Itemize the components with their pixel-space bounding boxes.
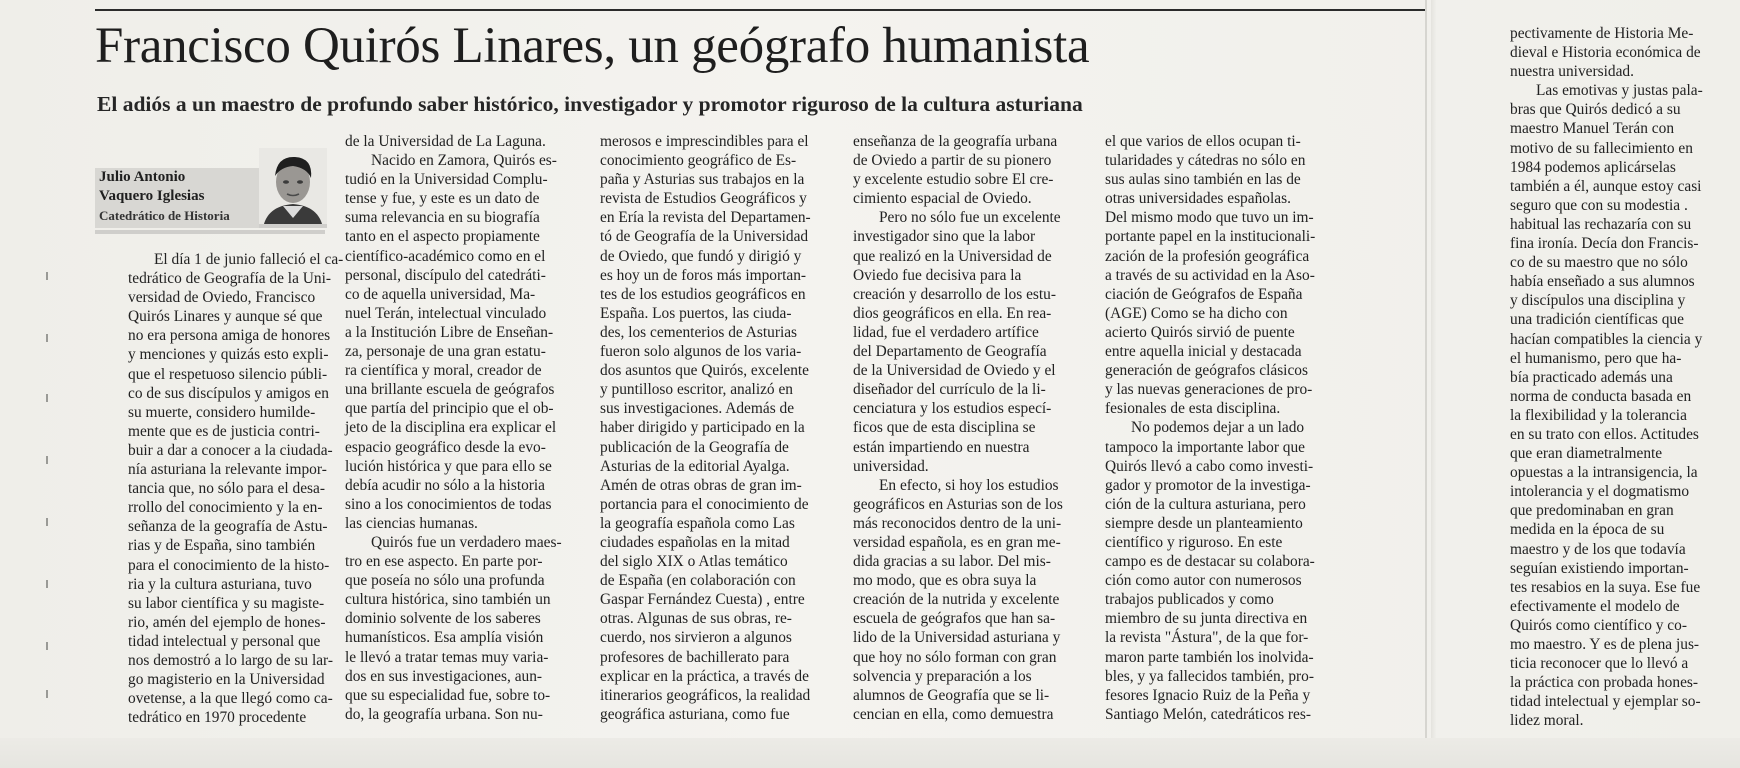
text-line: miembro de su junta directiva en xyxy=(1105,610,1308,628)
text-line: maestro y de los que todavía xyxy=(1510,540,1686,558)
text-line: ción como autor con numerosos xyxy=(1105,572,1302,590)
text-line: más reconocidos dentro de la uni- xyxy=(853,514,1062,532)
text-line: ción de la cultura asturiana, pero xyxy=(1105,495,1306,513)
text-line: había enseñado a sus alumnos xyxy=(1510,273,1695,291)
text-line: tes de los estudios geográficos en xyxy=(600,285,806,303)
text-line: dida gracias a su labor. Del mis- xyxy=(853,553,1051,571)
text-line: que poseía no sólo una profunda xyxy=(345,572,545,590)
article-headline: Francisco Quirós Linares, un geógrafo humanista xyxy=(95,18,1090,74)
text-line: Oviedo fue decisiva para la xyxy=(853,266,1022,284)
text-line: fesionales de esta disciplina. xyxy=(1105,400,1281,418)
text-line: alumnos de Geografía que se li- xyxy=(853,686,1050,704)
text-line: que realizó en la Universidad de xyxy=(853,247,1052,265)
text-line: su labor científica y su magiste- xyxy=(128,594,325,612)
text-line: maestro Manuel Terán con xyxy=(1510,120,1675,138)
text-line: creación de la nutrida y excelente xyxy=(853,591,1060,609)
text-line: gador y promotor de la investiga- xyxy=(1105,476,1311,494)
text-line: de la Universidad de La Laguna. xyxy=(345,133,546,150)
text-line: ciación de Geógrafos de España xyxy=(1105,285,1303,303)
text-line: Quirós llevó a cabo como investi- xyxy=(1105,457,1314,475)
text-line: campo es de destacar su colabora- xyxy=(1105,553,1315,571)
text-line: dos asuntos que Quirós, excelente xyxy=(600,362,810,380)
text-line: go magisterio en la Universidad xyxy=(128,671,325,689)
author-photo xyxy=(259,148,327,228)
text-line: ria y la cultura asturiana, tuvo xyxy=(128,575,312,593)
text-line: y las nuevas generaciones de pro- xyxy=(1105,381,1313,399)
text-line: nos demostró a lo largo de su lar- xyxy=(128,651,334,669)
text-line: espacio geográfico desde la evo- xyxy=(345,438,546,456)
text-line: y excelente estudio sobre El cre- xyxy=(853,171,1054,189)
text-line: de Oviedo, que fundó y dirigió y xyxy=(600,247,802,265)
text-line: España. Los puertos, las ciuda- xyxy=(600,304,792,322)
text-line: siempre desde un planteamiento xyxy=(1105,514,1303,532)
text-line: lidez moral. xyxy=(1510,712,1584,730)
text-line: fueron solo algunos de los varia- xyxy=(600,343,802,361)
text-line: tes resabios en la suya. Ese fue xyxy=(1510,578,1701,596)
text-line: bles, y ya fallecidos también, pro- xyxy=(1105,667,1314,685)
text-line: Santiago Melón, catedráticos res- xyxy=(1105,705,1311,723)
text-line: debía acudir no sólo a la historia xyxy=(345,476,546,494)
article-column-1 xyxy=(128,250,344,727)
text-line: norma de conducta basada en xyxy=(1510,387,1692,405)
text-line: tidad intelectual y ejemplar so- xyxy=(1510,693,1701,711)
text-line: dios geográficos en ella. En rea- xyxy=(853,304,1052,322)
text-line: versidad de Oviedo, Francisco xyxy=(128,289,316,307)
text-line: fina ironía. Decía don Francis- xyxy=(1510,235,1699,253)
text-line: trabajos publicados y como xyxy=(1105,591,1274,609)
text-line: mo maestro. Y es de plena jus- xyxy=(1510,636,1700,653)
text-line: la revista "Ástura", de la que for- xyxy=(1105,629,1309,647)
text-line: Pero no sólo fue un excelente xyxy=(879,209,1061,227)
text-line: co de su maestro que no sólo xyxy=(1510,254,1688,272)
text-line: itinerarios geográficos, la realidad xyxy=(600,686,811,704)
text-line: tularidades y cátedras no sólo en xyxy=(1105,152,1306,170)
text-line: otras. Algunas de sus obras, re- xyxy=(600,610,792,628)
text-line: tanto en el aspecto propiamente xyxy=(345,228,540,246)
text-line: ciudades españolas en la mitad xyxy=(600,533,790,551)
text-line: que eran diametralmente xyxy=(1510,445,1663,463)
author-name-line2: Vaquero Iglesias xyxy=(99,188,205,204)
article-column-3 xyxy=(600,132,835,724)
text-line: Amén de otras obras de gran im- xyxy=(600,476,802,494)
text-line: que hoy no sólo forman con gran xyxy=(853,648,1057,666)
text-line: En efecto, si hoy los estudios xyxy=(879,476,1059,494)
text-line: generación de geógrafos clásicos xyxy=(1105,362,1308,380)
text-line: opuestas a la intransigencia, la xyxy=(1510,464,1698,482)
text-line: versidad española, es en gran me- xyxy=(853,533,1061,551)
text-line: medida en la época de su xyxy=(1510,521,1665,539)
article-column-2 xyxy=(345,132,580,724)
text-line: no era persona amiga de honores xyxy=(128,327,331,345)
text-line: tampoco la importante labor que xyxy=(1105,438,1306,456)
text-line: efectivamente el modelo de xyxy=(1510,597,1680,615)
text-line: cencian en ella, como demuestra xyxy=(853,705,1054,723)
text-line: fesores Ignacio Ruiz de la Peña y xyxy=(1105,686,1311,704)
text-line: dos en sus investigaciones, aun- xyxy=(345,667,543,685)
text-line: ticia reconocer que lo llevó a xyxy=(1510,655,1689,673)
text-line: conocimiento geográfico de Es- xyxy=(600,152,797,170)
text-line: paña y Asturias sus trabajos en la xyxy=(600,171,805,189)
text-line: científico y riguroso. En este xyxy=(1105,533,1283,551)
article-column-6 xyxy=(1510,24,1720,730)
text-line: lidad, fue el verdadero artífice xyxy=(853,323,1039,341)
text-line: sus aulas sino también en las de xyxy=(1105,171,1301,189)
text-line: portante papel en la institucionali- xyxy=(1105,228,1316,246)
text-line: Nacido en Zamora, Quirós es- xyxy=(371,152,557,170)
text-line: escuela de geógrafos que han sa- xyxy=(853,610,1056,628)
text-line: dieval e Historia económica de xyxy=(1510,44,1701,62)
text-line: es hoy un de foros más importan- xyxy=(600,266,807,284)
page-fold-shadow xyxy=(1431,0,1437,768)
text-line: a la Institución Libre de Enseñan- xyxy=(345,323,554,341)
text-line: bía practicado además una xyxy=(1510,368,1673,386)
text-line: publicación de la Geografía de xyxy=(600,438,789,456)
text-line: tidad intelectual y personal que xyxy=(128,632,321,650)
text-line: entre aquella inicial y destacada xyxy=(1105,343,1302,361)
text-line: que su especialidad fue, sobre to- xyxy=(345,686,551,704)
text-line: científico-académico como en el xyxy=(345,247,546,265)
text-line: mo modo, que es obra suya la xyxy=(853,572,1037,590)
text-line: za, personaje de una gran estatu- xyxy=(345,343,546,361)
text-line: le llevó a tratar temas muy varia- xyxy=(345,648,549,666)
text-line: explicar en la práctica, a través de xyxy=(600,667,809,685)
text-line: tedrático de Geografía de la Uni- xyxy=(128,270,331,288)
text-line: habitual las rechazaría con su xyxy=(1510,215,1692,233)
text-line: ficos que de esta disciplina se xyxy=(853,419,1036,437)
text-line: No podemos dejar a un lado xyxy=(1131,419,1305,437)
text-line: a través de su actividad en la Aso- xyxy=(1105,266,1315,284)
text-line: humanísticos. Esa amplía visión xyxy=(345,629,544,647)
text-line: Quirós como científico y co- xyxy=(1510,616,1687,634)
text-line: nuestra universidad. xyxy=(1510,63,1634,81)
text-line: una tradición científicas que xyxy=(1510,311,1684,329)
page-bottom-edge xyxy=(0,738,1740,768)
author-role: Catedrático de Historia xyxy=(99,208,230,223)
text-line: profesores de bachillerato para xyxy=(600,648,790,666)
text-line: Quirós Linares y aunque sé que xyxy=(128,308,323,326)
text-line: jeto de la disciplina era explicar el xyxy=(345,419,557,437)
text-line: la flexibilidad y la tolerancia xyxy=(1510,406,1687,424)
text-line: que el respetuoso silencio públi- xyxy=(128,365,328,383)
text-line: también a él, aunque estoy casi xyxy=(1510,177,1702,195)
text-line: las ciencias humanas. xyxy=(345,514,478,532)
text-line: nuel Terán, intelectual vinculado xyxy=(345,304,547,322)
text-line: co de sus discípulos y amigos en xyxy=(128,384,329,402)
top-rule xyxy=(95,9,1425,11)
text-line: co de aquella universidad, Ma- xyxy=(345,285,536,303)
text-line: geográficos en Asturias son de los xyxy=(853,495,1063,513)
text-line: lución histórica y que para ello se xyxy=(345,457,552,475)
text-line: que predominaban en gran xyxy=(1510,502,1674,520)
text-line: mente que es de justicia contri- xyxy=(128,422,320,440)
text-line: maron parte también los inolvida- xyxy=(1105,648,1314,666)
text-line: revista de Estudios Geográficos y xyxy=(600,190,807,208)
text-line: de la Universidad de Oviedo y el xyxy=(853,362,1056,380)
text-line: Gaspar Fernández Cuesta) , entre xyxy=(600,591,805,609)
text-line: del Departamento de Geografía xyxy=(853,343,1047,361)
text-line: buir a dar a conocer a la ciudada- xyxy=(128,441,333,459)
text-line: de España (en colaboración con xyxy=(600,572,796,590)
text-line: cultura histórica, sino también un xyxy=(345,591,551,609)
text-line: lido de la Universidad asturiana y xyxy=(853,629,1061,647)
text-line: universidad. xyxy=(853,457,929,475)
text-line: Del mismo modo que tuvo un im- xyxy=(1105,209,1314,227)
page-fold xyxy=(1425,0,1427,768)
text-line: nía asturiana la relevante impor- xyxy=(128,461,327,479)
text-line: haber dirigido y participado en la xyxy=(600,419,805,437)
text-line: seguían existiendo importan- xyxy=(1510,559,1689,577)
text-line: personal, discípulo del catedráti- xyxy=(345,266,546,284)
text-line: que partía del principio que el ob- xyxy=(345,400,554,418)
text-line: zación de la profesión geográfica xyxy=(1105,247,1310,265)
text-line: intolerancia y el dogmatismo xyxy=(1510,483,1690,501)
text-line: solvencia y preparación a los xyxy=(853,667,1032,685)
text-line: cuerdo, nos sirvieron a algunos xyxy=(600,629,792,647)
text-line: ovetense, a la que llegó como ca- xyxy=(128,690,333,708)
byline-rule xyxy=(95,230,325,234)
text-line: la geografía española como Las xyxy=(600,514,795,532)
text-line: el que varios de ellos ocupan ti- xyxy=(1105,133,1301,150)
text-line: do, la geografía urbana. Son nu- xyxy=(345,705,543,723)
text-line: tro en ese aspecto. En parte por- xyxy=(345,553,543,571)
article-column-5 xyxy=(1105,132,1340,724)
text-line: motivo de su fallecimiento en xyxy=(1510,139,1693,157)
text-line: (AGE) Como se ha dicho con xyxy=(1105,304,1288,322)
text-line: tedrático en 1970 procedente xyxy=(128,709,307,727)
article-column-4 xyxy=(853,132,1088,724)
text-line: tense y fue, y este es un dato de xyxy=(345,190,540,208)
text-line: señanza de la geografía de Astu- xyxy=(128,518,328,536)
text-line: 1984 podemos aplicárselas xyxy=(1510,158,1676,176)
text-line: ra científica y moral, creador de xyxy=(345,362,542,380)
author-name xyxy=(99,168,259,206)
text-line: des, los cementerios de Asturias xyxy=(600,323,798,341)
text-line: pectivamente de Historia Me- xyxy=(1510,25,1694,42)
text-line: bras que Quirós dedicó a su xyxy=(1510,101,1681,119)
author-name-line1: Julio Antonio xyxy=(99,169,186,185)
text-line: el humanismo, pero que ha- xyxy=(1510,349,1682,367)
text-line: sus investigaciones. Además de xyxy=(600,400,795,418)
text-line: en Ería la revista del Departamen- xyxy=(600,209,811,227)
text-line: sino a los conocimientos de todas xyxy=(345,495,552,513)
text-line: del siglo XIX o Atlas temático xyxy=(600,553,788,571)
text-line: cimiento espacial de Oviedo. xyxy=(853,190,1032,208)
text-line: acierto Quirós sirvió de puente xyxy=(1105,323,1295,341)
text-line: creación y desarrollo de los estu- xyxy=(853,285,1056,303)
text-line: seguro que con su modestia . xyxy=(1510,196,1688,214)
text-line: en su trato con ellos. Actitudes xyxy=(1510,425,1699,443)
text-line: portancia para el conocimiento de xyxy=(600,495,809,513)
text-line: suma relevancia en su biografía xyxy=(345,209,540,227)
text-line: dominio solvente de los saberes xyxy=(345,610,541,628)
text-line: de Oviedo a partir de su pionero xyxy=(853,152,1052,170)
text-line: El día 1 de junio falleció el ca- xyxy=(154,251,344,268)
text-line: enseñanza de la geografía urbana xyxy=(853,133,1058,150)
text-line: investigador sino que la labor xyxy=(853,228,1036,246)
text-line: merosos e imprescindibles para el xyxy=(600,133,809,150)
text-line: tó de Geografía de la Universidad xyxy=(600,228,809,246)
text-line: y discípulos una disciplina y xyxy=(1510,292,1686,310)
text-line: para el conocimiento de la histo- xyxy=(128,556,330,574)
text-line: una brillante escuela de geógrafos xyxy=(345,381,555,399)
text-line: y puntilloso escritor, analizó en xyxy=(600,381,793,399)
text-line: diseñador del currículo de la li- xyxy=(853,381,1046,399)
text-line: rrollo del conocimiento y la en- xyxy=(128,499,323,517)
text-line: hacían compatibles la ciencia y xyxy=(1510,330,1703,348)
text-line: tudió en la Universidad Complu- xyxy=(345,171,548,189)
text-line: cenciatura y los estudios especí- xyxy=(853,400,1052,418)
text-line: tancia que, no sólo para el desa- xyxy=(128,480,326,498)
text-line: geográfica asturiana, como fue xyxy=(600,705,790,723)
article-subheadline: El adiós a un maestro de profundo saber histórico, investigador y promotor riguroso de la cultura asturiana xyxy=(97,92,1083,116)
text-line: Quirós fue un verdadero maes- xyxy=(371,533,562,551)
text-line: y menciones y quizás esto expli- xyxy=(128,346,329,364)
text-line: rias y de España, sino también xyxy=(128,537,316,555)
text-line: su muerte, considero humilde- xyxy=(128,403,316,421)
text-line: Asturias de la editorial Ayalga. xyxy=(600,457,790,475)
text-line: están impartiendo en nuestra xyxy=(853,438,1030,456)
text-line: rio, amén del ejemplo de hones- xyxy=(128,613,326,631)
text-line: la práctica con probada hones- xyxy=(1510,674,1699,692)
text-line: otras universidades españolas. xyxy=(1105,190,1291,208)
text-line: Las emotivas y justas pala- xyxy=(1536,82,1703,100)
margin-marks xyxy=(46,250,56,710)
